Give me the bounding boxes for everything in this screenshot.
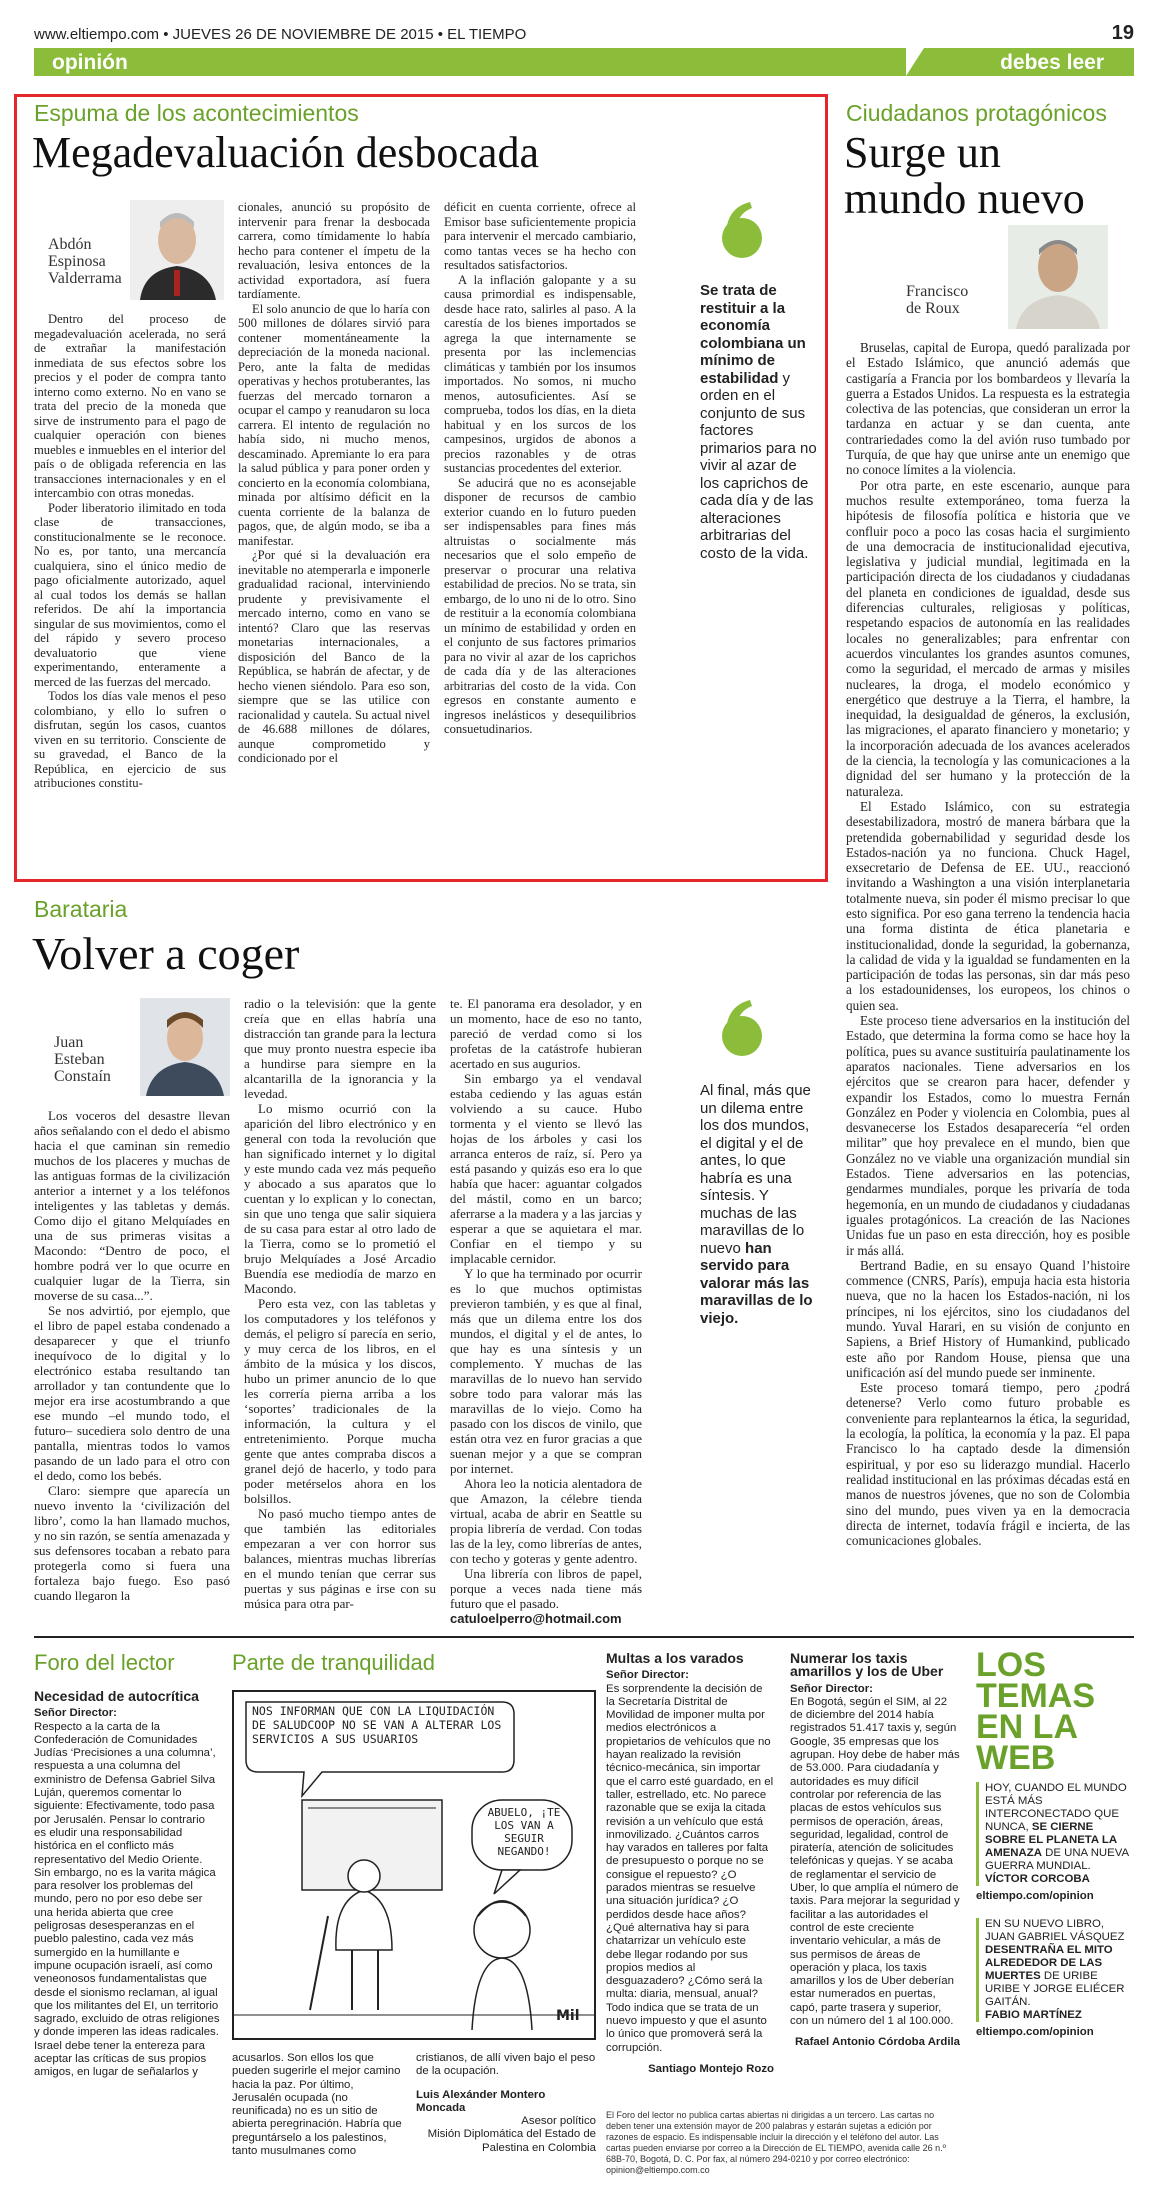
multas-letter [606,1652,774,2076]
letter-text: Es sorprendente la decisión de la Secretaría Distrital de Movilidad de imponer multa por medios electrónicos a propietarios de vehículos que no hayan realizado la revisión técnico-mecánica, sin importar que el carro esté guardado, en el taller, estrellado, etc. No parece razonable que se exija la citada revisión a un vehículo que está inmovilizado. ¿Cuántos carros hay varados en talleres por falta de presupuesto o porque no se consigue el repuesto? ¿O parados mientras se resuelve una situación jurídica? ¿O perdidos desde hace años? ¿Qué alternativa hay si para chatarrizar un vehículo este debe llegar rodando por sus propios medios al desguazadero? ¿Cómo será la multa: diaria, mensual, anual? Todo indica que se trata de un nuevo impuesto y que el asunto lo único que promoverá será la corrupción. [606,1682,774,2054]
paragraph: Este proceso tomará tiempo, pero ¿podrá detenerse? Verlo como futuro probable es conveniente para replantearnos la ética, la seguridad, la ecología, la política, la economía y la paz. El papa Francisco lo ha captado desde la dimensión espiritual, y por eso su liderazgo mundial. Hacerlo realidad institucional en las próximas décadas está en manos de nuestros jóvenes, que no son de Colombia sino del mundo, pues viven ya en la democracia directa de internet, todavía frágil e incierta, de las comunicaciones globales. [846,1380,1130,1549]
article2-kicker: Ciudadanos protagónicos [846,100,1107,126]
article3-col1 [34,1108,230,1603]
section-right-label: debes leer [1000,51,1104,74]
web-link-1[interactable]: eltiempo.com/opinion [976,1890,1094,1902]
dateline-text: www.eltiempo.com • JUEVES 26 DE NOVIEMBRE DE 2015 • EL TIEMPO [34,26,527,43]
pullquote-text: Al final, más que un dilema entre los dos mundos, el digital y el de antes, lo que habría es una síntesis. Y muchas de las maravillas de lo nuevo [700,1082,811,1257]
paragraph: A la inflación galopante y a su causa primordial es indispensable, desde hace rato, salirles al paso. A la carestía de los bienes importados se agrega la que internamente se presenta por las inclemencias climáticas y también por los insumos importados. No somos, ni mucho menos, autosuficientes. Así se comprueba, todos los días, en la dieta habitual y en los surcos de los campesinos, urgidos de abonos a precios razonables y de otras sustancias procedentes del exterior. [444,272,636,475]
paragraph: Se aducirá que no es aconsejable disponer de recursos de cambio exterior cuando en lo futuro pueden ser indispensables para fines más altruistas o socialmente más necesarios que el solo empeño de preservar o procurar una relativa estabilidad de precios. No se trata, sin embargo, de lo uno ni de lo otro. Sino de restituir a la economía colombiana un mínimo de estabilidad y orden en el conjunto de sus factores primarios para no vivir al azar de los caprichos de cada día y de las alteraciones arbitrarias del costo de la vida. Con egresos en constante aumento e ingresos inelásticos y desequilibrios consuetudinarios. [444,475,636,736]
web-item-bold: SE CIERNE SOBRE EL PLANETA LA AMENAZA [985,1821,1117,1859]
quote-mark-icon [716,200,764,260]
article3-pullquote [700,1082,818,1327]
web-item-bold: DESENTRAÑA EL MITO ALREDEDOR DE LAS MUERTES [985,1944,1113,1982]
paragraph: Todos los días vale menos el peso colombiano, y ello lo sufren o disfrutan, según los casos, cuantos viven en su territorio. Consciente de su gravedad, el Banco de la República, en ejercicio de sus atribuciones constitu- [34,689,226,790]
web-item-text: DE UNA NUEVA GUERRA MUNDIAL. [985,1847,1129,1872]
foro-letter-cont1: acusarlos. Son ellos los que pueden sugerirle el mejor camino hacia la paz. Por último, Jerusalén ocupada (no reunificada) no es un sitio de abierta peregrinación. Habría que preguntárselo a los palestinos, tanto musulmanes como [232,2052,402,2158]
foro-letter [34,1690,220,2080]
foro-letter-cont2 [416,2052,596,2155]
paragraph: cionales, anunció su propósito de intervenir para frenar la desbocada carrera, como tímidamente lo había hecho para contener el ímpetu de la revaluación, lesiva entonces de la actividad exportadora, así fuera tardíamente. [238,200,430,301]
letter-text: cristianos, de allí viven bajo el peso de la ocupación. [416,2052,596,2078]
cartoon-signature: Mil [556,2008,580,2024]
web-title [976,1646,1134,1777]
web-box [976,1646,1134,2038]
paragraph: El solo anuncio de que lo haría con 500 millones de dólares sirvió para contener momentáneamente la depreciación de la moneda nacional. Pero, ante la falta de medidas operativas y hechos protuberantes, las fuerzas del mercado tornaron a ocupar el campo y reanudaron su loca carrera. El intento de regulación no había sido, ni mucho menos, descaminado. Apremiante lo era para la salud pública y para poner orden y concierto en la economía colombiana, minada por altísimo déficit en la cuenta corriente de la balanza de pagos, que, de algún modo, se iba a manifestar. [238,301,430,548]
paragraph: El Estado Islámico, con su estrategia desestabilizadora, mostró de manera bárbara que la pretendida gobernabilidad y seguridad desde los Estados-nación ya no funciona. Chuck Hagel, exsecretario de Defensa de EE. UU., reaccionó invitando a Washington a una visión interplanetaria totalmente nueva, sin poder él mismo precisar lo que esto significa. Por eso gana terreno la tendencia hacia una forma distinta de ética planetaria e institucionalidad, donde la seguridad, la gobernanza, la calidad de vida y la igualdad se fundamenten en la participación de todas las personas, sin dar más peso a los estadounidenses, los europeos, los chinos o quien sea. [846,798,1130,1013]
pullquote-bold: han servido para valorar más las maravillas de lo viejo. [700,1239,813,1327]
paragraph: radio o la televisión: que la gente creía que en ellas habría una distracción tan grande para la lectura que muy pronto nuestra especie iba a hundirse para siempre en la alcantarilla de la ignorancia y la levedad. [244,996,436,1101]
letter-text: En Bogotá, según el SIM, al 22 de diciembre del 2014 había registrados 51.417 taxis y, según Google, 35 empresas que los agrupan. Hoy debe de haber más de 53.000. Para ciudadanía y autoridades es muy difícil controlar por referencia de las placas de estos vehículos sus permisos de operación, áreas, seguridad, legalidad, control de piratería, atención de solicitudes telefónicas y quejas. Y se acaba de reglamentar el servicio de Uber, lo que amplía el número de taxis. Para mejorar la seguridad y facilitar a las autoridades el control de este creciente inventario vehicular, a más de sus permisos de áreas de operación y placa, los taxis amarillos y los de Uber deberían estar numerados en puertas, capó, parte trasera y superior, con un número del 1 al 100.000. [790,1695,960,2028]
cartoon-section-title: Parte de tranquilidad [232,1650,436,1675]
cartoon-bubble-1: NOS INFORMAN QUE CON LA LIQUIDACIÓN DE SALUDCOOP NO SE VAN A ALTERAR LOS SERVICIOS A SUS USUARIOS [252,1704,502,1746]
article2-text [846,340,1130,1548]
article2-byline-box [846,225,1130,333]
article1-col3 [444,200,636,737]
foro-fineprint: El Foro del lector no publica cartas abiertas ni dirigidas a un tercero. Las cartas no deben tener una extensión mayor de 200 palabras y estarán sujetas a edición por razones de espacio. Es indispensable incluir la dirección y el teléfono del autor. Las cartas pueden enviarse por correo a la Dirección de EL TIEMPO, avenida calle 26 n.º 68B-70, Bogotá, D. C. Por fax, al número 294-0210 y por correo electrónico: opinion@eltiempo.com.co [606,2110,946,2175]
paragraph: Este proceso tiene adversarios en la institución del Estado, que determina la forma como se hace hoy la política, pues su avance sustituiría paulatinamente los aparatos nacionales. Tiene adversarios en los ejércitos que se crearon para hacer, defender y expandir los Estados, como lo muestra Fernán González en Poder y violencia en Colombia, pues al desvanecerse los Estados desaparecería “el orden militar” que hoy prevalece en el mundo, bien que González no ve viable una organización mundial sin Estados. Tiene adversarios en las potencias, gendarmes mundiales, porque les privaría de toda hegemonía, en un mundo de ciudadanos y ciudadanas iguales protagónicos. La creación de las Naciones Unidas fue un paso en esta dirección, hoy es posible ir más allá. [846,1013,1130,1258]
paragraph: déficit en cuenta corriente, ofrece al Emisor base suficientemente propicia para intervenir el mercado cambiario, como tantas veces se ha hecho con resultados satisfactorios. [444,200,636,272]
cartoon-bubble-2: ABUELO, ¡TE LOS VAN A SEGUIR NEGANDO! [487,1806,561,1858]
web-title-line: LOS [976,1646,1046,1684]
taxis-letter [790,1652,960,2050]
web-item-author: VÍCTOR CORCOBA [985,1873,1090,1885]
author-portrait [140,998,230,1096]
article3-author: Juan Esteban Constaín [54,1034,111,1085]
section-divider [34,1636,1134,1638]
web-item-text: HOY, CUANDO EL MUNDO ESTÁ MÁS INTERCONECTADO QUE NUNCA, [985,1782,1127,1833]
web-item-text: EN SU NUEVO LIBRO, JUAN GABRIEL VÁSQUEZ [985,1918,1125,1943]
paragraph: Dentro del proceso de megadevaluación acelerada, no será de extrañar la manifestación inmediata de sus efectos sobre los precios y el poder de compra tanto interno como externo. No en vano se trata del precio de la moneda que sirve de instrumento para el pago de cualquier operación con bienes muebles e inmuebles en el interior del país o de obligada referencia en las transacciones internacionales y en el intercambio con otras monedas. [34,312,226,500]
author-portrait [1008,225,1108,329]
paragraph: Los voceros del desastre llevan años señalando con el dedo el abismo hacia el que caminan sin remedio muchos de los placeres y muchas de las antiguas formas de la civilización anterior a internet y a los teléfonos inteligentes y las tabletas y demás. Como dijo el gitano Melquíades en una de sus primeras visitas a Macondo: “Dentro de poco, el hombre podrá ver lo que ocurre en cualquier lugar de la Tierra, sin moverse de su casa...”. [34,1108,230,1303]
web-item-author: FABIO MARTÍNEZ [985,2009,1082,2021]
signature-line: Asesor político [521,2115,596,2128]
article1-byline-box [34,200,230,300]
article3-headline: Volver a coger [32,928,300,979]
article3-byline-box [34,998,230,1098]
web-title-line: EN LA [976,1708,1078,1746]
letter-signature: Santiago Montejo Rozo [648,2062,774,2075]
signature-line: Misión Diplomática del Estado de [427,2128,596,2141]
paragraph: Se nos advirtió, por ejemplo, que el libro de papel estaba condenado a desaparecer y que el triunfo inequívoco de lo digital y lo electrónico estaba resultando tan arrollador y tan contundente que lo mejor era irse acostumbrando a que ese mundo –el mundo todo, el futuro– sucediera solo dentro de una pantalla, mientras todos lo vamos pasando de un lado para el otro con el dedo, como los bebés. [34,1303,230,1483]
letter-signature: Luis Alexánder Montero Moncada [416,2088,546,2114]
article3-col2 [244,996,436,1611]
paragraph: Una librería con libros de papel, porque a veces nada tiene más futuro que el pasado. [450,1566,642,1611]
paragraph: Lo mismo ocurrió con la aparición del libro electrónico y en general con toda la revolución que han significado internet y lo digital y este mundo cada vez más pequeño y abocado a sus aparatos que lo cuentan y lo explican y lo conectan, sin que uno tenga que salir siquiera de su casa para estar al otro lado de la Tierra, como se lo prometió el brujo Melquíades a José Arcadio Buendía ese mediodía de marzo en Macondo. [244,1101,436,1296]
paragraph: No pasó mucho tiempo antes de que también las editoriales empezaran a ver con horror sus balances, mientras muchas librerías en el mundo tenían que cerrar sus puertas y sus páginas e irse con su música para otra par- [244,1506,436,1611]
author-email-link[interactable]: catuloelperro@hotmail.com [450,1611,622,1626]
web-item-1 [976,1782,1134,1886]
page-number: 19 [1111,22,1134,44]
signature-line: Palestina en Colombia [482,2141,596,2154]
article3-col3 [450,996,642,1626]
paragraph: Bertrand Badie, en su ensayo Quand l’histoire commence (CNRS, París), empuja hacia esta historia nueva, que no la hacen los Estados-nación, ni los príncipes, ni los ejércitos, sino los ciudadanos del mundo. Yuval Harari, en su visión de conjunto en Sapiens, a Brief History of Humankind, publicado este año por Random House, piensa que una unificación así del mundo puede ser inminente. [846,1257,1130,1380]
letter-title: Multas a los varados [606,1650,744,1666]
paragraph: Y lo que ha terminado por ocurrir es lo que muchos optimistas previeron también, y es que al final, más que un dilema entre los dos mundos, el digital y el de antes, lo que hay es una síntesis y un complemento. Y muchas de las maravillas de lo nuevo han servido sobre todo para valorar más las maravillas de lo viejo. Como ha pasado con los discos de vinilo, que están otra vez en furor gracias a que suenan mejor y a que se compran por internet. [450,1266,642,1476]
paragraph: Pero esta vez, con las tabletas y los computadores y los teléfonos y demás, el peligro sí parecía en serio, y muy cerca de los libros, en el ámbito de la música y los discos, hubo un primer anuncio de lo que les correría pierna arriba a los ‘soportes’ tradicionales de la información, la cultura y el entretenimiento. Porque mucha gente que antes compraba discos a granel dejó de hacerlo, y todo para poder metérselos ahora en los bolsillos. [244,1296,436,1506]
pullquote-bold: Se trata de restituir a la economía colombiana un mínimo de estabilidad [700,282,806,387]
paragraph: Bruselas, capital de Europa, quedó paralizada por el Estado Islámico, que anunció además que castigaría a Francia por los bombardeos y llevaría la guerra a Estados Unidos. La respuesta es la estrategia colectiva de las potencias, que consideran un error la tardanza en actuar y se dan cuenta, ante contrariedades como la del avión ruso tumbado por Turquía, de que hay que unirse ante un enemigo que no conoce límites a la violencia. [846,340,1130,478]
paragraph: te. El panorama era desolador, y en un momento, hace de eso no tanto, pareció de verdad como si los profetas de la catástrofe hubieran acertado en sus augurios. [450,996,642,1071]
web-item-2 [976,1918,1134,2022]
letter-salutation: Señor Director: [790,1682,873,1695]
paragraph: Ahora leo la noticia alentadora de que Amazon, la célebre tienda virtual, acaba de abrir en Seattle su propia librería de verdad. Con todas las de la ley, como librerías de antes, con techo y goteras y gente adentro. [450,1476,642,1566]
section-label: opinión [52,51,128,74]
section-bar [34,48,1134,76]
article2-headline: Surge un mundo nuevo [844,128,1085,224]
paragraph: Por otra parte, en este escenario, aunque para muchos resulte extemporáneo, toma fuerza la hipótesis de filosofía política e historia que ve confluir poco a poco las cosas hacia el surgimiento de una democracia de institucionalidad ejecutiva, legislativa y judicial mundial, legitimada en la participación directa de los ciudadanos y ciudadanas del planeta en condiciones de igualdad, desde sus diferencias culturales, religiosas y políticas, respetando espacios de autonomía en las realidades locales no generalizables; para enfrentar con acuerdos vinculantes los grandes asuntos comunes, como la seguridad, el mercado de armas y misiles nucleares, la droga, el modelo económico y energético que destruye a la Tierra, el hambre, la inequidad, la desigualdad de géneros, la exclusión, las migraciones, el aparato financiero y monetario; y la incorporación adecuada de los avances acelerados de la ciencia, la tecnología y las comunicaciones a la dignidad del ser humano y la protección de la naturaleza. [846,477,1130,799]
quote-mark-icon [716,998,764,1058]
foro-section-title: Foro del lector [34,1650,175,1675]
author-portrait [130,200,224,300]
web-item-text: DE URIBE URIBE Y JORGE ELIÉCER GAITÁN. [985,1970,1125,2008]
article1-author: Abdón Espinosa Valderrama [48,236,122,287]
article1-headline: Megadevaluación desbocada [32,128,539,177]
pullquote-text: y orden en el conjunto de sus factores primarios para no vivir al azar de los caprichos de cada día y de las alteraciones arbitrarias del costo de la vida. [700,369,817,562]
article2-author: Francisco de Roux [906,283,969,317]
letter-signature: Rafael Antonio Córdoba Ardila [795,2036,960,2049]
web-title-line: TEMAS [976,1677,1095,1715]
letter-title: Numerar los taxis amarillos y los de Uber [790,1650,944,1680]
article1-col1 [34,312,226,791]
paragraph: Poder liberatorio ilimitado en toda clase de transacciones, constitucionalmente se le reconoce. No es, por tanto, una mercancía cualquiera, sino el único medio de pago oficialmente autorizado, aquel al cual todos los demás se hallan referidos. De ahí la importancia singular de sus movimientos, como el del rápido y severo proceso devaluatorio que viene experimentando, enteramente a merced de las fuerzas del mercado. [34,500,226,689]
page-dateline [34,22,1134,44]
letter-salutation: Señor Director: [606,1669,689,1682]
web-link-2[interactable]: eltiempo.com/opinion [976,2026,1094,2038]
article1-col2 [238,200,430,766]
section-notch [906,48,924,76]
letter-salutation: Señor Director: [34,1707,117,1720]
paragraph: ¿Por qué si la devaluación era inevitable no atemperarla e imponerle gradualidad racional, interviniendo prudente y previsivamente el mercado interno, como en vano se intentó? Claro que las reservas monetarias internacionales, a disposición del Banco de la República, se habrán de afectar, y de hecho vienen siéndolo. Para eso son, siempre que se las utilice con racionalidad y cautela. Su actual nivel de 46.688 millones de dólares, aunque comprometido y condicionado por el [238,548,430,765]
letter-text: Respecto a la carta de la Confederación de Comunidades Judías ‘Precisiones a una columna’, respuesta a una columna del exministro de Defensa Gabriel Silva Luján, queremos comentar lo siguiente: Efectivamente, todo pasa por Jerusalén. Pensar lo contrario es eludir una responsabilidad histórica en el conflicto más representativo del Medio Oriente. Sin embargo, no es la varita mágica para resolver los problemas del mundo, pero no por eso debe ser una herida abierta que cree peligrosas desesperanzas en el pueblo palestino, cada vez más sumergido en la humillante e impune ocupación israelí, así como veneonosos fundamentalistas que desde el sionismo reclaman, al igual que los militantes del EI, un territorio sagrado, excluido de otras religiones y donde imperen las ideas radicales. Israel debe tener la entereza para aceptar las críticas de sus propios amigos, en lugar de señalarlos y [34,1720,220,2079]
article3-kicker: Barataria [34,896,128,922]
paragraph: Claro: siempre que aparecía un nuevo invento la ‘civilización del libro’, como la han llamado muchos, y no sin razón, se sentía amenazada y sus defensores tocaban a rebato para protegerla como si fuera una fortaleza bajo fuego. Eso pasó cuando llegaron la [34,1483,230,1603]
article1-pullquote [700,282,818,562]
article1-kicker: Espuma de los acontecimientos [34,100,359,126]
web-title-line: WEB [976,1739,1056,1777]
letter-title: Necesidad de autocrítica [34,1688,199,1704]
paragraph: Sin embargo ya el vendaval estaba cediendo y las aguas están volviendo a su cauce. Hubo tormenta y el viento se llevó las hojas de los árboles y casi los arranca enteros de raíz, sí. Pero ya está pasando y quizás eso era lo que había que hacer: aguantar colgados del mástil, como en un barco; aferrarse a la madera y a las jarcias y esperar a que se aquietara el mar. Confiar en el tiempo y su implacable cernidor. [450,1071,642,1266]
